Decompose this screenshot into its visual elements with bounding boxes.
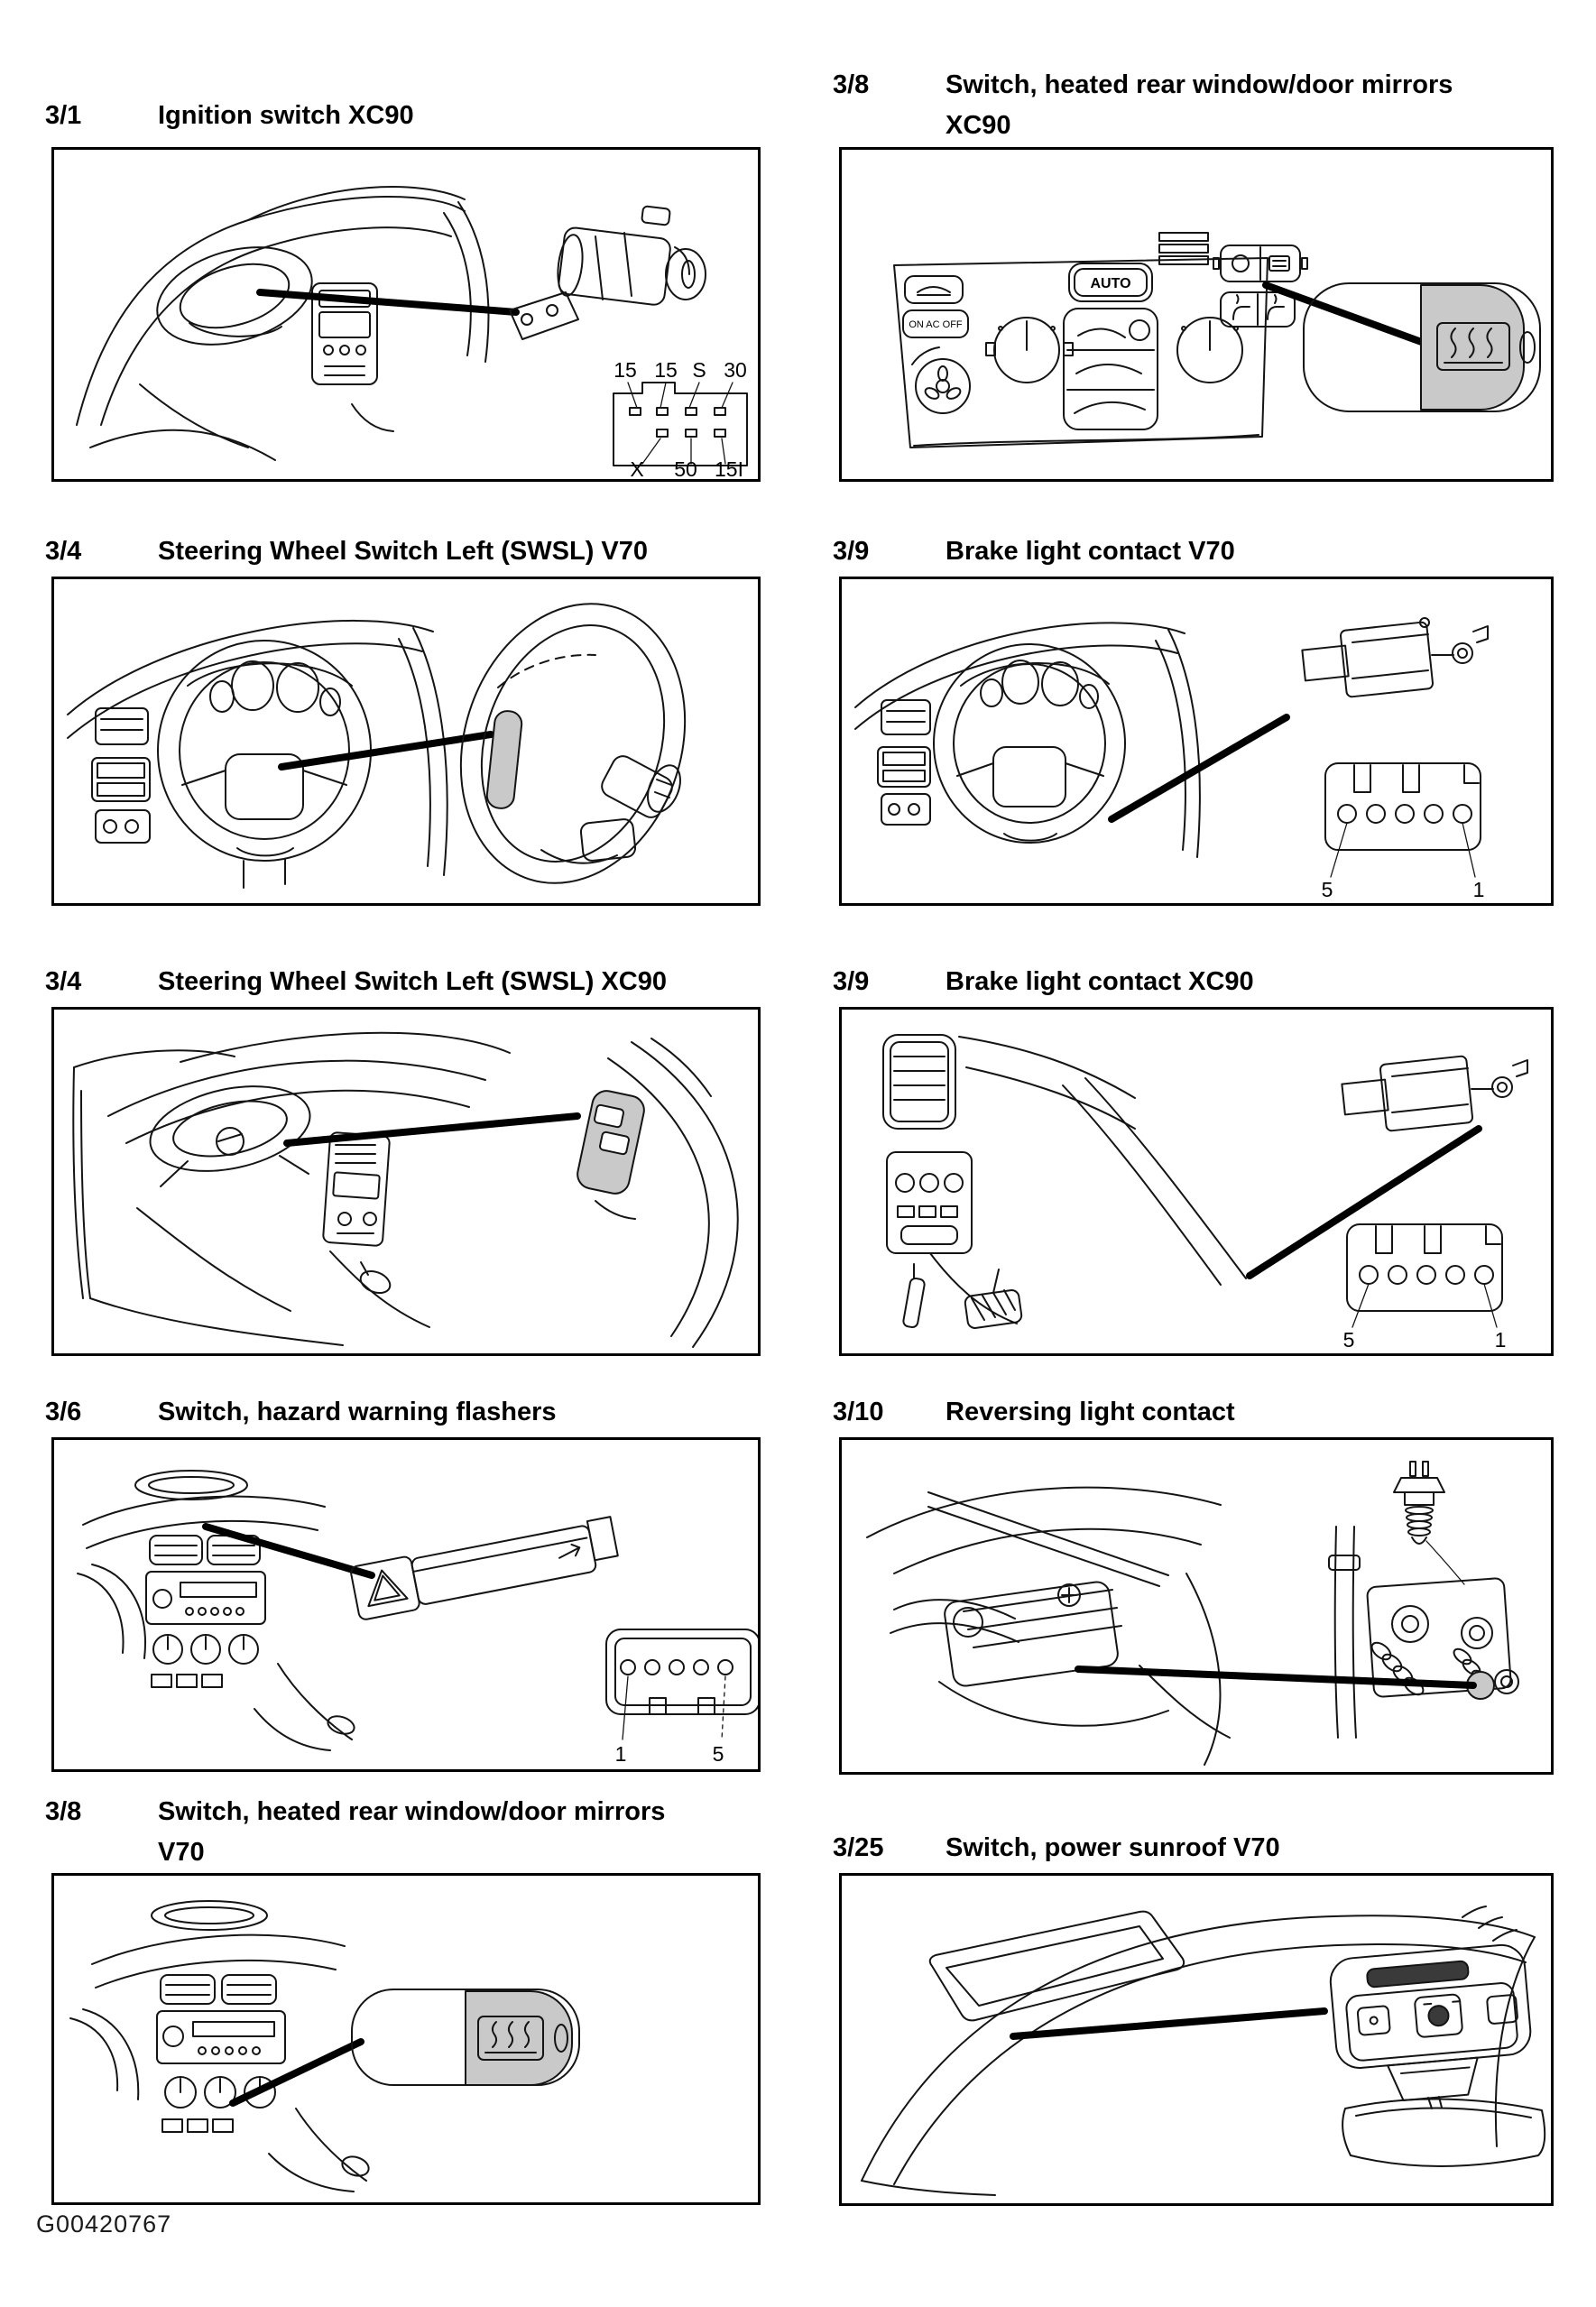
figure-title: Switch, heated rear window/door mirrors <box>158 1797 666 1826</box>
figure-ref: 3/10 <box>833 1398 884 1426</box>
heated-rear-window-xc90-diagram <box>842 150 1551 479</box>
interior-drawing <box>883 1035 1246 1329</box>
ignition-connector-diagram <box>613 358 747 479</box>
figure-brake-light-contact-v70 <box>839 577 1554 906</box>
figure-ref: 3/9 <box>833 967 870 996</box>
svg-text:1: 1 <box>614 1742 627 1766</box>
windshield-roof-drawing <box>862 1906 1535 2195</box>
svg-text:1: 1 <box>1494 1328 1507 1352</box>
figure-title: Switch, heated rear window/door mirrors <box>946 70 1453 99</box>
figure-caption <box>833 531 1554 572</box>
engine-bay-drawing <box>867 1488 1230 1765</box>
svg-text:X: X <box>630 457 644 479</box>
figure-swsl-xc90 <box>51 1007 761 1356</box>
brake-light-switch-part <box>1342 1056 1527 1131</box>
hazard-connector-diagram <box>606 1629 758 1766</box>
heated-rear-window-switch-drawing <box>352 1989 579 2085</box>
swsl-xc90-diagram <box>54 1010 758 1353</box>
svg-text:30: 30 <box>724 358 747 382</box>
figure-caption <box>45 1792 762 1873</box>
figure-ref: 3/8 <box>45 1797 82 1826</box>
figure-caption <box>45 531 762 572</box>
figure-title: Reversing light contact <box>946 1398 1235 1426</box>
figure-title: Steering Wheel Switch Left (SWSL) XC90 <box>158 967 667 996</box>
figure-title: Steering Wheel Switch Left (SWSL) V70 <box>158 537 649 566</box>
figure-caption <box>833 1828 1554 1869</box>
figure-code: G00420767 <box>36 2210 172 2238</box>
figure-title: Brake light contact XC90 <box>946 967 1254 996</box>
gearbox-drawing <box>1329 1527 1518 1738</box>
swsl-v70-diagram <box>54 579 758 903</box>
power-sunroof-v70-diagram <box>842 1876 1551 2203</box>
figure-caption <box>833 65 1554 146</box>
figure-ref: 3/4 <box>45 967 82 996</box>
dashboard-drawing <box>68 621 447 888</box>
figure-title: Ignition switch XC90 <box>158 101 414 130</box>
figure-title: Switch, hazard warning flashers <box>158 1398 557 1426</box>
figure-title: Brake light contact V70 <box>946 537 1235 566</box>
brake-connector-diagram <box>1322 763 1485 901</box>
climate-panel-drawing <box>894 233 1307 448</box>
figure-title-line2: XC90 <box>946 111 1011 140</box>
figure-ref: 3/4 <box>45 537 82 566</box>
dashboard-drawing <box>70 1901 371 2192</box>
svg-text:15I: 15I <box>715 457 743 479</box>
svg-text:5: 5 <box>1342 1328 1355 1352</box>
figure-caption <box>45 96 762 136</box>
figure-ref: 3/1 <box>45 101 82 130</box>
auto-label: AUTO <box>1090 276 1131 291</box>
svg-text:5: 5 <box>1321 878 1333 901</box>
swsl-switch-pad <box>485 710 522 810</box>
figure-reversing-light-contact <box>839 1437 1554 1775</box>
figure-caption <box>45 1392 762 1433</box>
hazard-switch-part <box>350 1517 621 1620</box>
pointer-arrow <box>1078 1669 1473 1685</box>
figure-caption <box>45 962 762 1002</box>
pointer-arrow <box>1266 285 1426 344</box>
heated-rear-window-switch-drawing <box>1304 283 1540 411</box>
figure-title: Switch, power sunroof V70 <box>946 1833 1280 1862</box>
reversing-light-contact-diagram <box>842 1440 1551 1772</box>
pointer-arrow <box>281 734 491 767</box>
svg-text:5: 5 <box>712 1742 724 1766</box>
pointer-arrow <box>206 1527 372 1575</box>
figure-ref: 3/6 <box>45 1398 82 1426</box>
hazard-switch-diagram <box>54 1440 758 1769</box>
brake-light-contact-xc90-diagram <box>842 1010 1551 1353</box>
figure-ref: 3/25 <box>833 1833 884 1862</box>
figure-title-line2: V70 <box>158 1838 205 1867</box>
reversing-switch-part <box>1394 1462 1464 1584</box>
accelerator-pedal <box>902 1278 925 1328</box>
figure-brake-light-contact-xc90 <box>839 1007 1554 1356</box>
figure-ref: 3/9 <box>833 537 870 566</box>
dashboard-drawing <box>73 1033 510 1345</box>
brake-light-switch-part <box>1302 618 1488 697</box>
figure-heated-rear-window-switch-v70 <box>51 1873 761 2205</box>
swsl-switch-detail <box>575 1038 738 1347</box>
ac-label: ON AC OFF <box>909 319 963 330</box>
dashboard-drawing <box>855 623 1200 857</box>
ignition-switch-part <box>510 206 706 339</box>
figure-ignition-switch-xc90 <box>51 147 761 482</box>
brake-light-contact-v70-diagram <box>842 579 1551 903</box>
figure-caption <box>833 962 1554 1002</box>
svg-text:15: 15 <box>613 358 637 382</box>
pointer-arrow <box>1250 1129 1479 1276</box>
figure-heated-rear-window-switch-xc90 <box>839 147 1554 482</box>
svg-text:50: 50 <box>674 457 697 479</box>
svg-text:1: 1 <box>1472 878 1485 901</box>
svg-text:S: S <box>692 358 706 382</box>
figure-swsl-v70 <box>51 577 761 906</box>
figure-caption <box>833 1392 1554 1433</box>
figure-power-sunroof-switch-v70 <box>839 1873 1554 2206</box>
pointer-arrow <box>287 1116 577 1143</box>
ignition-switch-xc90-diagram <box>54 150 758 479</box>
heated-rear-window-v70-diagram <box>54 1876 758 2202</box>
brake-connector-diagram <box>1343 1224 1507 1352</box>
figure-ref: 3/8 <box>833 70 870 99</box>
rearview-mirror-drawing <box>1342 2097 1545 2166</box>
figure-hazard-switch <box>51 1437 761 1772</box>
dashboard-drawing <box>78 1471 356 1750</box>
svg-text:15: 15 <box>654 358 678 382</box>
dashboard-drawing <box>77 187 488 460</box>
